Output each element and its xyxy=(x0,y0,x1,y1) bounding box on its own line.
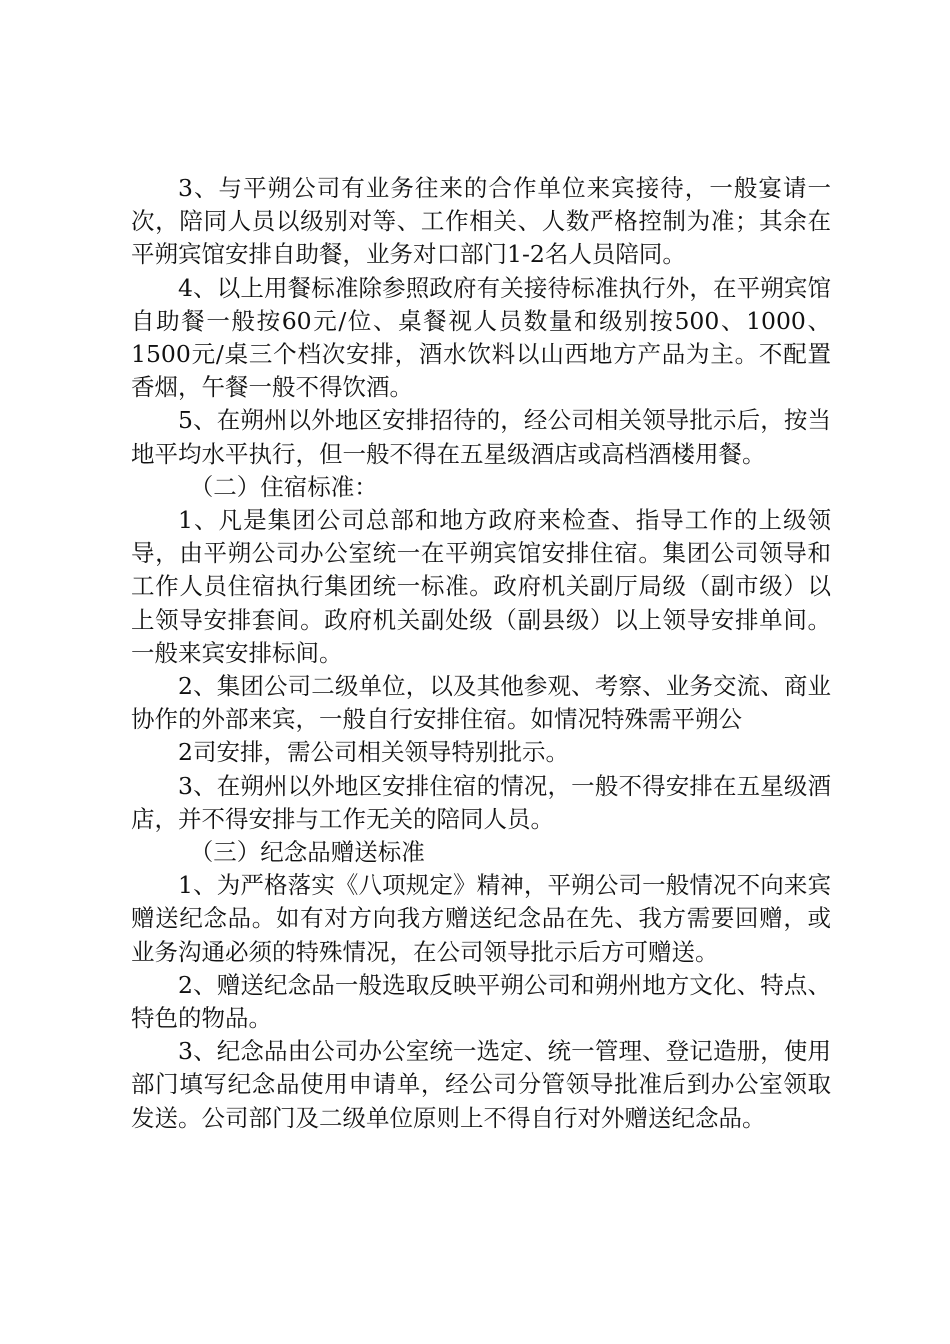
paragraph-souvenir-1: 1、为严格落实《八项规定》精神，平朔公司一般情况不向来宾赠送纪念品。如有对方向我方赠送纪念品在先、我方需要回赠，或业务沟通必须的特殊情况，在公司领导批示后方可赠送。 xyxy=(131,871,831,966)
paragraph-accommodation-3: 3、在朔州以外地区安排住宿的情况，一般不得安排在五星级酒店，并不得安排与工作无关的陪同人员。 xyxy=(131,771,831,833)
document-page xyxy=(131,172,831,1135)
paragraph-accommodation-1: 1、凡是集团公司总部和地方政府来检查、指导工作的上级领导，由平朔公司办公室统一在平朔宾馆安排住宿。集团公司领导和工作人员住宿执行集团统一标准。政府机关副厅局级（副市级）以上领导安排套间。政府机关副处级（副县级）以上领导安排单间。一般来宾安排标间。 xyxy=(131,506,831,667)
heading-souvenir-standard: （三）纪念品赠送标准 xyxy=(189,838,425,867)
paragraph-souvenir-2: 2、赠送纪念品一般选取反映平朔公司和朔州地方文化、特点、特色的物品。 xyxy=(131,970,831,1033)
paragraph-accommodation-2: 2、集团公司二级单位，以及其他参观、考察、业务交流、商业协作的外部来宾，一般自行安排住宿。如情况特殊需平朔公 xyxy=(131,672,831,734)
heading-accommodation-standard: （二）住宿标准： xyxy=(189,472,378,501)
paragraph-souvenir-3: 3、纪念品由公司办公室统一选定、统一管理、登记造册，使用部门填写纪念品使用申请单，经公司分管领导批准后到办公室领取发送。公司部门及二级单位原则上不得自行对外赠送纪念品。 xyxy=(131,1037,831,1132)
paragraph-accommodation-2-continued: 2司安排，需公司相关领导特别批示。 xyxy=(178,738,569,767)
paragraph-reception-3: 3、与平朔公司有业务往来的合作单位来宾接待，一般宴请一次，陪同人员以级别对等、工作相关、人数严格控制为准；其余在平朔宾馆安排自助餐，业务对口部门1-2名人员陪同。 xyxy=(131,174,831,269)
paragraph-dining-standard-4: 4、以上用餐标准除参照政府有关接待标准执行外，在平朔宾馆自助餐一般按60元/位、桌餐视人员数量和级别按500、1000、1500元/桌三个档次安排，酒水饮料以山西地方产品为主。不配置香烟，午餐一般不得饮酒。 xyxy=(131,273,831,402)
paragraph-outside-reception-5: 5、在朔州以外地区安排招待的，经公司相关领导批示后，按当地平均水平执行，但一般不得在五星级酒店或高档酒楼用餐。 xyxy=(131,406,831,468)
